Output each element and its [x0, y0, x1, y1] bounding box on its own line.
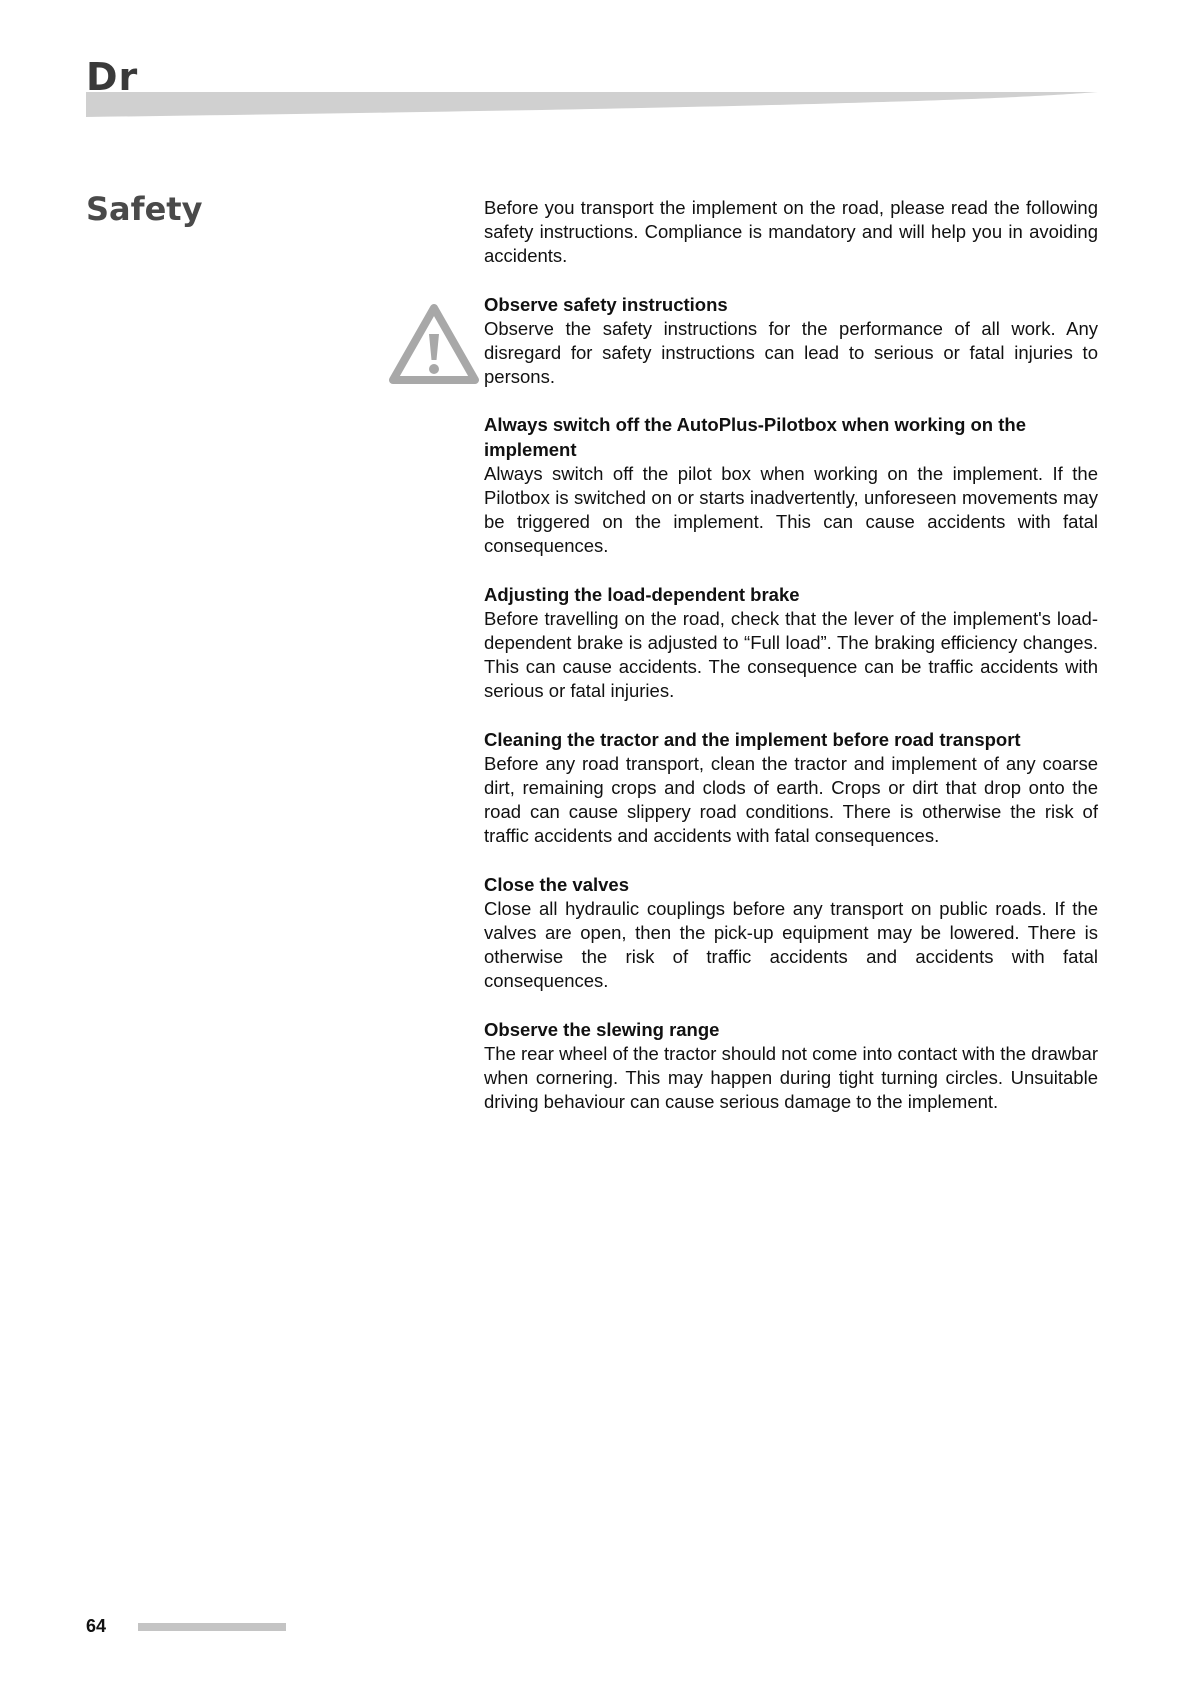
block-body: Before travelling on the road, check that the lever of the implement's load-dependent brake is adjusted to “Full load”. The braking efficiency changes. This can cause accidents. The consequence can be traffic accidents with serious or fatal injuries.: [484, 607, 1098, 702]
safety-block-close-valves: [484, 873, 1098, 994]
block-heading: Close the valves: [484, 873, 629, 895]
block-heading: Adjusting the load-dependent brake: [484, 583, 800, 605]
header-swoosh: [0, 0, 1190, 130]
block-body: Close all hydraulic couplings before any transport on public roads. If the valves are open, then the pick-up equipment may be lowered. There is otherwise the risk of traffic accidents and accidents with fatal consequences.: [484, 897, 1098, 992]
block-body: Before any road transport, clean the tractor and implement of any coarse dirt, remaining crops and clods of earth. Crops or dirt that drop onto the road can cause slippery road conditions. There is otherwise the risk of traffic accidents and accidents with fatal consequences.: [484, 752, 1098, 847]
safety-block-observe-instructions: [484, 293, 1098, 390]
block-heading: Observe the slewing range: [484, 1018, 720, 1040]
safety-block-slewing-range: [484, 1018, 1098, 1115]
warning-triangle-icon: [388, 302, 480, 386]
block-heading: Always switch off the AutoPlus-Pilotbox when working on the implement: [484, 414, 1027, 460]
section-title: Safety: [86, 190, 203, 228]
block-body: The rear wheel of the tractor should not come into contact with the drawbar when cornering. This may happen during tight turning circles. Unsuitable driving behaviour can cause serious damage to the implement.: [484, 1042, 1098, 1113]
block-heading: Observe safety instructions: [484, 293, 728, 315]
block-heading: Cleaning the tractor and the implement before road transport: [484, 728, 1021, 750]
block-body: Observe the safety instructions for the performance of all work. Any disregard for safety instructions can lead to serious or fatal injuries to persons.: [484, 317, 1098, 388]
safety-block-switch-off-pilotbox: [484, 413, 1098, 558]
intro-paragraph: Before you transport the implement on the road, please read the following safety instructions. Compliance is mandatory and will help you in avoiding accidents.: [484, 197, 1098, 267]
page-number: 64: [86, 1616, 107, 1636]
safety-block-load-dependent-brake: [484, 583, 1098, 704]
header-bar: [0, 0, 1190, 130]
chapter-code: Dr: [86, 55, 139, 99]
footer-bar: [138, 1623, 286, 1631]
safety-block-cleaning: [484, 728, 1098, 849]
safety-content: [484, 196, 1098, 1139]
block-body: Always switch off the pilot box when working on the implement. If the Pilotbox is switched on or starts inadvertently, unforeseen movements may be triggered on the implement. This can cause accidents with fatal consequences.: [484, 462, 1098, 557]
